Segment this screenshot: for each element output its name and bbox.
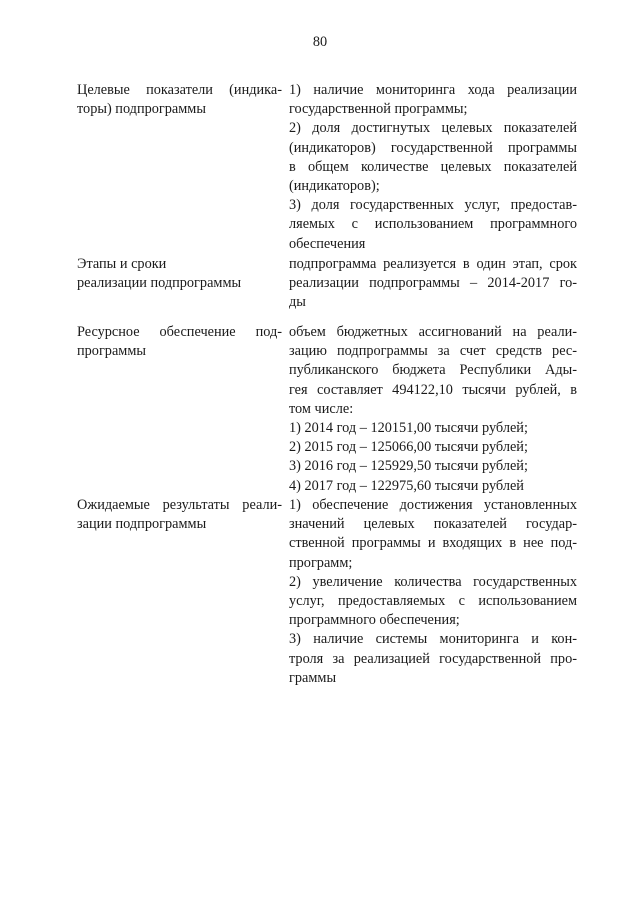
row-label-line: реализации подпрограммы <box>77 275 242 292</box>
row-label-line: зации подпрограммы <box>77 516 207 533</box>
content-line: ды <box>289 294 306 311</box>
content-line: 2) 2015 год – 125066,00 тысячи рублей; <box>289 439 528 456</box>
content-line: 2) доля достигнутых целевых показателей <box>289 120 577 137</box>
row-label <box>77 81 282 119</box>
content-line: зацию подпрограммы за счет средств рес- <box>289 343 577 360</box>
row-content <box>289 496 577 688</box>
content-line: программного обеспечения; <box>289 612 460 629</box>
content-line: (индикаторов) государственной программы <box>289 139 577 156</box>
row-content <box>289 323 577 496</box>
content-line: 3) доля государственных услуг, предостав- <box>289 197 577 214</box>
content-line: 1) наличие мониторинга хода реализации <box>289 82 577 98</box>
content-line: объем бюджетных ассигнований на реали- <box>289 324 577 340</box>
content-line: услуг, предоставляемых с использованием <box>289 593 577 610</box>
row-label <box>77 323 282 361</box>
content-line: реализации подпрограммы – 2014-2017 го- <box>289 275 577 292</box>
content-line: граммы <box>289 669 337 686</box>
content-line: 1) обеспечение достижения установленных <box>289 497 577 513</box>
row-content <box>289 81 577 254</box>
content-line: 2) увеличение количества государственных <box>289 573 577 590</box>
row-label-line: Ресурсное обеспечение под- <box>77 324 282 340</box>
row-label-line: Этапы и сроки <box>77 256 167 272</box>
content-line: ственной программы и входящих в нее под- <box>289 535 577 552</box>
row-label-line: Ожидаемые результаты реали- <box>77 497 282 513</box>
row-label-line: программы <box>77 343 147 360</box>
content-line: подпрограмма реализуется в один этап, срок <box>289 256 577 272</box>
content-line: 1) 2014 год – 120151,00 тысячи рублей; <box>289 420 528 437</box>
content-line: программ; <box>289 554 353 571</box>
content-line: (индикаторов); <box>289 178 380 195</box>
content-line: публиканского бюджета Республики Ады- <box>289 362 577 379</box>
row-label <box>77 496 282 534</box>
content-line: троля за реализацией государственной про- <box>289 650 577 667</box>
content-line: 3) наличие системы мониторинга и кон- <box>289 631 577 648</box>
row-label-line: торы) подпрограммы <box>77 101 206 118</box>
row-label-line: Целевые показатели (индика- <box>77 82 282 98</box>
content-line: 4) 2017 год – 122975,60 тысячи рублей <box>289 477 524 494</box>
content-line: обеспечения <box>289 235 366 252</box>
content-line: ляемых с использованием программного <box>289 216 577 233</box>
content-line: том числе: <box>289 400 354 417</box>
content-line: значений целевых показателей государ- <box>289 516 577 533</box>
row-content <box>289 255 577 313</box>
page-number: 80 <box>312 34 328 50</box>
content-line: государственной программы; <box>289 101 468 118</box>
content-line: гея составляет 494122,10 тысячи рублей, в <box>289 381 577 398</box>
content-line: 3) 2016 год – 125929,50 тысячи рублей; <box>289 458 528 475</box>
content-line: в общем количестве целевых показателей <box>289 158 577 175</box>
row-label <box>77 255 282 293</box>
